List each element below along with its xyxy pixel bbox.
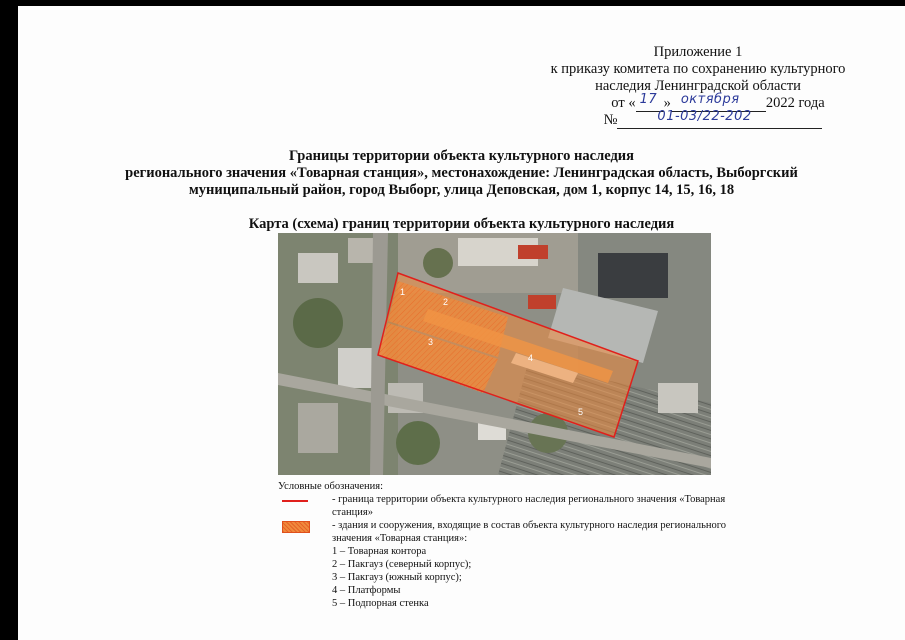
number-prefix: № [603, 112, 618, 128]
legend-objects-text: - здания и сооружения, входящие в состав объекта культурного наследия регионального значения «Товарная станция»: [332, 520, 727, 544]
title-line-3: муниципальный район, город Выборг, улица Деповская, дом 1, корпус 14, 15, 16, 18 [188, 182, 735, 198]
title-line-2: регионального значения «Товарная станция», местонахождение: Ленинградская область, Выборгский [125, 165, 798, 181]
number-handwritten: 01-03/22-202 [657, 109, 752, 124]
number-field [617, 109, 822, 129]
legend-item: 5 – Подпорная стенка [332, 598, 429, 609]
map-label-1: 1 [400, 287, 406, 297]
legend-items [278, 545, 738, 610]
date-mid: » [663, 95, 671, 111]
legend-row-objects [278, 519, 738, 545]
legend-item: 1 – Товарная контора [332, 546, 427, 557]
legend-item: 2 – Пакгауз (северный корпус); [332, 559, 472, 570]
legend-item: 4 – Платформы [332, 585, 401, 596]
title-line-1: Границы территории объекта культурного наследия [288, 148, 634, 164]
document-title [18, 148, 905, 199]
legend-item: 3 – Пакгауз (южный корпус); [332, 572, 462, 583]
appendix-line-2: к приказу комитета по сохранению культурного [550, 61, 846, 77]
map-graphic [278, 233, 711, 475]
map-label-4: 4 [528, 353, 534, 363]
map-title: Карта (схема) границ территории объекта культурного наследия [248, 216, 675, 232]
document-page [18, 6, 905, 640]
date-suffix: 2022 года [765, 95, 825, 111]
date-day-handwritten: 17 [639, 92, 658, 107]
date-month-handwritten: октября [680, 92, 740, 107]
map-label-2: 2 [443, 297, 449, 307]
appendix-line-1: Приложение 1 [653, 44, 743, 60]
legend-row-boundary [278, 493, 738, 519]
map-label-5: 5 [578, 407, 584, 417]
appendix-header [518, 44, 878, 129]
appendix-line-3: наследия Ленинградской области [595, 78, 801, 94]
legend-heading: Условные обозначения: [278, 481, 384, 492]
legend-boundary-text: - граница территории объекта культурного наследия регионального значения «Товарная станция» [332, 494, 726, 518]
map-legend [278, 480, 738, 610]
appendix-number [518, 109, 878, 129]
satellite-map [278, 233, 711, 475]
objects-fill-swatch [282, 521, 310, 533]
date-prefix: от « [611, 95, 636, 111]
boundary-line-swatch [282, 500, 308, 502]
map-label-3: 3 [428, 337, 434, 347]
